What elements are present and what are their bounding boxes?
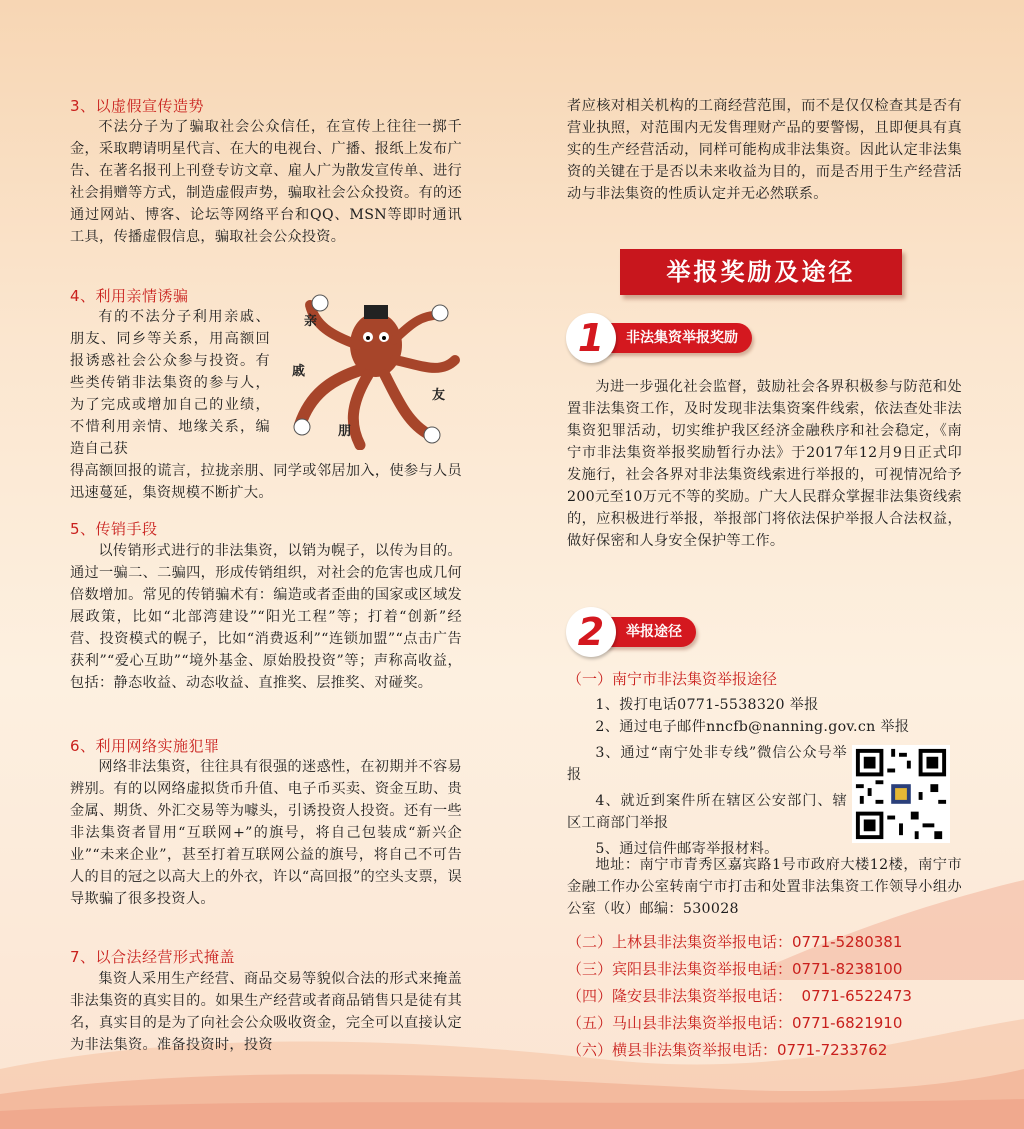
part-1-body <box>567 376 962 552</box>
section-title-7: 7、以合法经营形式掩盖 <box>70 948 236 966</box>
section-banner: 举报奖励及途径 <box>620 249 902 295</box>
section-title-6: 6、利用网络实施犯罪 <box>70 737 220 755</box>
section-text-4-bottom: 得高额回报的谎言，拉拢亲朋、同学或邻居加入，使参与人员迅速蔓延，集资规模不断扩大。 <box>70 463 462 501</box>
part-2-number: 2 <box>566 607 616 657</box>
section-text-5: 以传销形式进行的非法集资，以销为幌子，以传为目的。通过一骗二、二骗四，形成传销组织，对社会的危害也成几何倍数增加。常见的传销骗术有：编造或者歪曲的国家或区域发展政策，比如“北部湾建设”“阳光工程”等；打着“创新”经营、投资模式的幌子，比如“消费返利”“连锁加盟”“点击广告获利”“爱心互助”“境外基金、原始股投资”等；声称高收益，包括：静态收益、动态收益、直推奖、层推奖、对碰奖。 <box>70 543 462 691</box>
hotline-hengxian: （六）横县非法集资举报电话：0771-7233762 <box>567 1041 888 1059</box>
part-1-number: 1 <box>566 313 616 363</box>
wechat-qr-code[interactable] <box>852 745 950 843</box>
hotline-mashan: （五）马山县非法集资举报电话：0771-6821910 <box>567 1014 903 1032</box>
continued-text: 者应核对相关机构的工商经营范围，而不是仅仅检查其是否有营业执照，对范围内无发售理财产品的要警惕，且即便具有真实的生产经营活动，同样可能构成非法集资。因此认定非法集资的关键在于是否以未来收益为目的，而是否用于生产经营活动与非法集资的性质认定并无必然联系。 <box>567 98 962 202</box>
report-method-1: 1、拨打电话0771-5538320 举报 <box>595 697 819 713</box>
continued-text-block <box>567 95 962 205</box>
address-text: 地址：南宁市青秀区嘉宾路1号市政府大楼12楼，南宁市金融工作办公室转南宁市打击和处置非法集资工作领导小组办公室（收）邮编：530028 <box>567 857 962 917</box>
part-2-label: 举报途径 <box>626 624 682 640</box>
report-methods <box>567 694 910 860</box>
section-title-5: 5、传销手段 <box>70 520 158 538</box>
mailing-address <box>567 854 962 920</box>
report-method-4: 4、就近到案件所在辖区公安部门、辖区工商部门举报 <box>567 793 847 831</box>
section-body-4-bottom <box>70 460 462 504</box>
section-body-3 <box>70 116 462 248</box>
hotline-binyang: （三）宾阳县非法集资举报电话：0771-8238100 <box>567 960 903 978</box>
hotline-longan: （四）隆安县非法集资举报电话： 0771-6522473 <box>567 987 912 1005</box>
illustration-label-2: 戚 <box>292 364 306 379</box>
part-2-header <box>570 610 696 654</box>
octopus-illustration <box>290 285 462 450</box>
hotline-shanglin: （二）上林县非法集资举报电话：0771-5280381 <box>567 933 903 951</box>
section-title-4: 4、利用亲情诱骗 <box>70 287 189 305</box>
part-1-header <box>570 316 752 360</box>
report-method-2: 2、通过电子邮件nncfb@nanning.gov.cn 举报 <box>595 719 910 735</box>
section-body-6 <box>70 756 462 910</box>
nanning-subtitle: （一）南宁市非法集资举报途径 <box>567 670 778 688</box>
illustration-label-3: 朋 <box>338 424 352 439</box>
section-text-7: 集资人采用生产经营、商品交易等貌似合法的形式来掩盖非法集资的真实目的。如果生产经营或者商品销售只是徒有其名，真实目的是为了向社会公众吸收资金，完全可以直接认定为非法集资。准备投资时，投资 <box>70 971 462 1053</box>
report-method-5: 5、通过信件邮寄举报材料。 <box>595 841 779 857</box>
section-text-3: 不法分子为了骗取社会公众信任，在宣传上往往一掷千金，采取聘请明星代言、在大的电视台、广播、报纸上发布广告、在著名报刊上刊登专访文章、雇人广为散发宣传单、进行社会捐赠等方式，制造虚假声势，骗取社会公众投资。有的还通过网站、博客、论坛等网络平台和QQ、MSN等即时通讯工具，传播虚假信息，骗取社会公众投资。 <box>70 119 462 245</box>
part-1-text: 为进一步强化社会监督，鼓励社会各界积极参与防范和处置非法集资工作，及时发现非法集资案件线索，依法查处非法集资犯罪活动，切实维护我区经济金融秩序和社会稳定，《南宁市非法集资举报奖励暂行办法》于2017年12月9日正式印发施行，社会各界对非法集资线索进行举报的，可视情况给予200元至10万元不等的奖励。广大人民群众掌握非法集资线索的，应积极进行举报，举报部门将依法保护举报人合法权益，做好保密和人身安全保护等工作。 <box>567 379 962 549</box>
illustration-label-4: 友 <box>432 388 446 403</box>
part-1-label: 非法集资举报奖励 <box>626 330 738 346</box>
section-body-4-top <box>70 306 270 460</box>
section-title-3: 3、以虚假宣传造势 <box>70 97 205 115</box>
report-method-3: 3、通过“南宁处非专线”微信公众号举报 <box>567 745 847 783</box>
section-body-7 <box>70 968 462 1056</box>
illustration-label-1: 亲 <box>304 314 318 329</box>
section-body-5 <box>70 540 462 694</box>
section-text-6: 网络非法集资，往往具有很强的迷惑性，在初期并不容易辨别。有的以网络虚拟货币升值、电子币买卖、资金互助、贵金属、期货、外汇交易等为噱头，引诱投资人投资。还有一些非法集资者冒用“互联网+”的旗号，将自己包装成“新兴企业”“未来企业”，甚至打着互联网公益的旗号，将自己不可告人的目的冠之以高大上的外衣，许以“高回报”的空头支票，误导欺骗了很多投资人。 <box>70 759 462 907</box>
section-text-4-top: 有的不法分子利用亲戚、朋友、同乡等关系，用高额回报诱惑社会公众参与投资。有些类传销非法集资的参与人，为了完成或增加自己的业绩，不惜利用亲情、地缘关系，编造自己获 <box>70 309 270 457</box>
